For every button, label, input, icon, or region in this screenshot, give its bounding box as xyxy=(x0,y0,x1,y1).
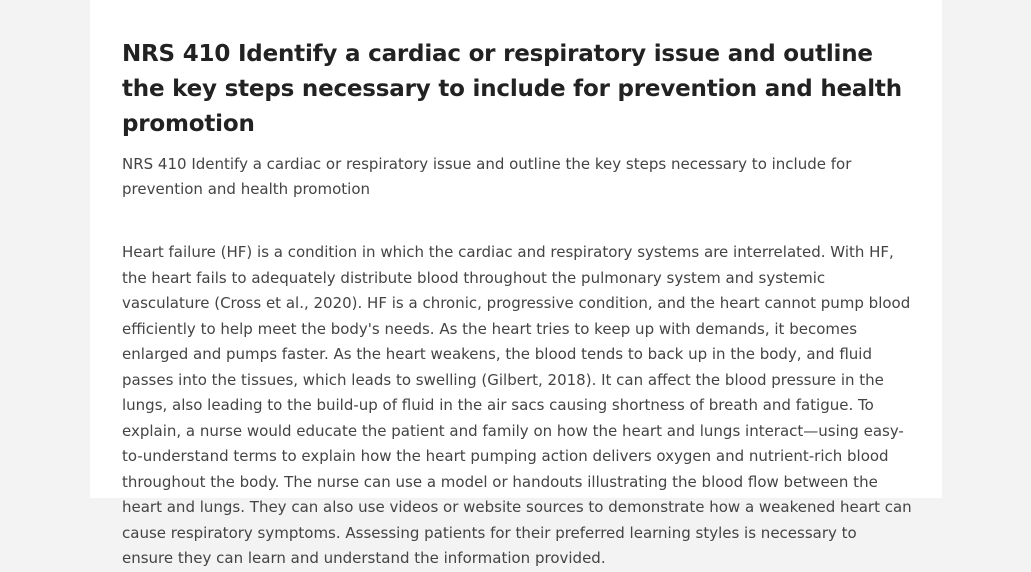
article-page xyxy=(90,0,942,567)
article-content xyxy=(122,37,912,572)
article-title: NRS 410 Identify a cardiac or respiratory issue and outline the key steps necessary to include for prevention and health promotion xyxy=(122,41,902,137)
article-subtitle: NRS 410 Identify a cardiac or respiratory issue and outline the key steps necessary to include for prevention and health promotion xyxy=(122,155,852,198)
article-paragraph: Heart failure (HF) is a condition in which the cardiac and respiratory systems are interrelated. With HF, the heart fails to adequately distribute blood throughout the pulmonary system and systemic vasculature (Cross et al., 2020). HF is a chronic, progressive condition, and the heart cannot pump blood efficiently to help meet the body's needs. As the heart tries to keep up with demands, it becomes enlarged and pumps faster. As the heart weakens, the blood tends to back up in the body, and fluid passes into the tissues, which leads to swelling (Gilbert, 2018). It can affect the blood pressure in the lungs, also leading to the build-up of fluid in the air sacs causing shortness of breath and fatigue. To explain, a nurse would educate the patient and family on how the heart and lungs interact—using easy-to-understand terms to explain how the heart pumping action delivers oxygen and nutrient-rich blood throughout the body. The nurse can use a model or handouts illustrating the blood flow between the heart and lungs. They can also use videos or website sources to demonstrate how a weakened heart can cause respiratory symptoms. Assessing patients for their preferred learning styles is necessary to ensure they can learn and understand the information provided. xyxy=(122,243,912,567)
